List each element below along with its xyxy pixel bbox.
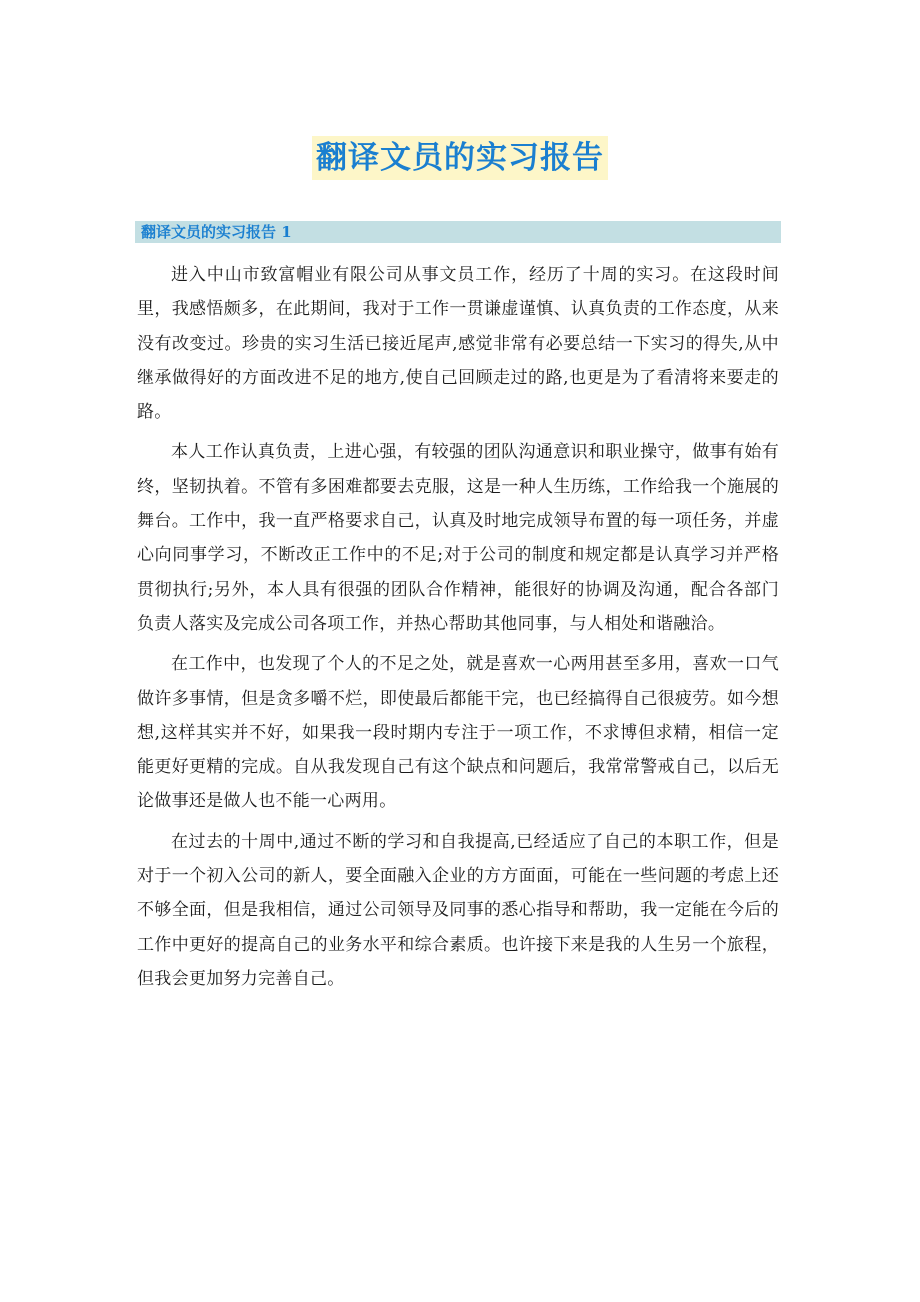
document-title: 翻译文员的实习报告 bbox=[312, 136, 608, 180]
paragraph-3: 在工作中，也发现了个人的不足之处，就是喜欢一心两用甚至多用，喜欢一口气做许多事情，但是贪多嚼不烂，即使最后都能干完，也已经搞得自己很疲劳。如今想想,这样其实并不好，如果我一段时期内专注于一项工作，不求博但求精，相信一定能更好更精的完成。自从我发现自己有这个缺点和问题后，我常常警戒自己，以后无论做事还是做人也不能一心两用。 bbox=[137, 654, 779, 812]
title-container bbox=[0, 136, 920, 180]
document-body bbox=[137, 258, 779, 1002]
paragraph-2: 本人工作认真负责，上进心强，有较强的团队沟通意识和职业操守，做事有始有终，坚韧执着。不管有多困难都要去克服，这是一种人生历练，工作给我一个施展的舞台。工作中，我一直严格要求自己，认真及时地完成领导布置的每一项任务，并虚心向同事学习，不断改正工作中的不足;对于公司的制度和规定都是认真学习并严格贯彻执行;另外，本人具有很强的团队合作精神，能很好的协调及沟通，配合各部门负责人落实及完成公司各项工作，并热心帮助其他同事，与人相处和谐融洽。 bbox=[137, 442, 779, 634]
paragraph-4: 在过去的十周中,通过不断的学习和自我提高,已经适应了自己的本职工作，但是对于一个初入公司的新人，要全面融入企业的方方面面，可能在一些问题的考虑上还不够全面，但是我相信，通过公司领导及同事的悉心指导和帮助，我一定能在今后的工作中更好的提高自己的业务水平和综合素质。也许接下来是我的人生另一个旅程，但我会更加努力完善自己。 bbox=[137, 831, 779, 989]
section-heading: 翻译文员的实习报告 1 bbox=[135, 221, 781, 243]
paragraph-1: 进入中山市致富帽业有限公司从事文员工作，经历了十周的实习。在这段时间里，我感悟颇多，在此期间，我对于工作一贯谦虚谨慎、认真负责的工作态度，从来没有改变过。珍贵的实习生活已接近尾声,感觉非常有必要总结一下实习的得失,从中继承做得好的方面改进不足的地方,使自己回顾走过的路,也更是为了看清将来要走的路。 bbox=[137, 265, 779, 423]
